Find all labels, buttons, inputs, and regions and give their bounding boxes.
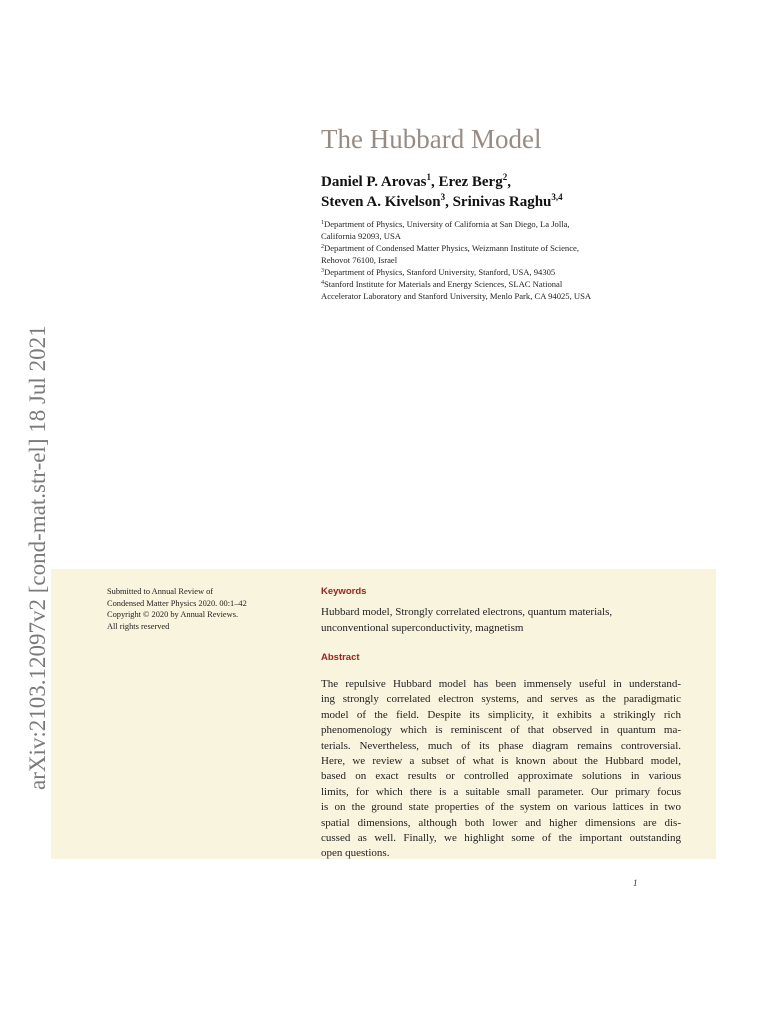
author-line-2: Steven A. Kivelson$^3$, Srinivas Raghu$^{3,4}$ (321, 192, 563, 210)
abstract-heading: Abstract (321, 652, 360, 663)
keywords-text: Hubbard model, Strongly correlated electrons, quantum materials, unconventional superconductivity, magnetism (321, 606, 613, 634)
submission-info: Submitted to Annual Review of Condensed Matter Physics 2020. 00:1–42 Copyright © 2020 by Annual Reviews. All rights reserved (107, 587, 247, 631)
author-affiliation-mark: 1 (426, 172, 431, 182)
arxiv-identifier: arXiv:2103.12097v2 [cond-mat.str-el] 18 Jul 2021 (25, 325, 50, 790)
affiliation: $^4$Stanford Institute for Materials and Energy Sciences, SLAC National Accelerator Laboratory and Stanford University, Menlo Park, CA 94025, USA (321, 279, 592, 301)
paper-title: The Hubbard Model (321, 124, 542, 154)
author-affiliation-mark: 2 (502, 172, 508, 182)
affiliation: $^1$Department of Physics, University of California at San Diego, La Jolla, California 92093, USA (321, 219, 570, 241)
author-line-1: Daniel P. Arovas$^1$, Erez Berg$^2$, (321, 172, 511, 190)
affiliation: $^2$Department of Condensed Matter Physics, Weizmann Institute of Science, Rehovot 76100, Israel (321, 243, 579, 265)
keywords-heading: Keywords (321, 586, 367, 597)
affiliations (321, 218, 701, 302)
author-list (321, 172, 563, 212)
affiliation: $^3$Department of Physics, Stanford University, Stanford, USA, 94305 (321, 267, 556, 277)
author-affiliation-mark: 3,4 (551, 192, 563, 202)
abstract-text: The repulsive Hubbard model has been immensely useful in understand- ing strongly correlated electron systems, and serves as the paradigmatic model of the field. Despite its simplicity, it exhibits a strikingly rich phenomenology which is reminiscent of that observed in quantum ma- terials. Nevertheless, much of its phase diagram remains controversial. Here, we review a subset of what is known about the Hubbard model, based on exact results or controlled approximate solutions in various limits, for which there is a suitable small parameter. Our primary focus is on the ground state properties of the system on various lattices in two spatial dimensions, although both lower and higher dimensions are dis- cussed as well. Finally, we highlight some of the important outstanding open questions. (321, 678, 681, 860)
author-name: Srinivas Raghu (452, 194, 552, 210)
author-name: Steven A. Kivelson (321, 194, 441, 210)
author-name: Erez Berg (438, 174, 503, 190)
page-number: 1 (633, 878, 638, 888)
author-name: Daniel P. Arovas (321, 174, 427, 190)
author-affiliation-mark: 3 (440, 192, 446, 202)
